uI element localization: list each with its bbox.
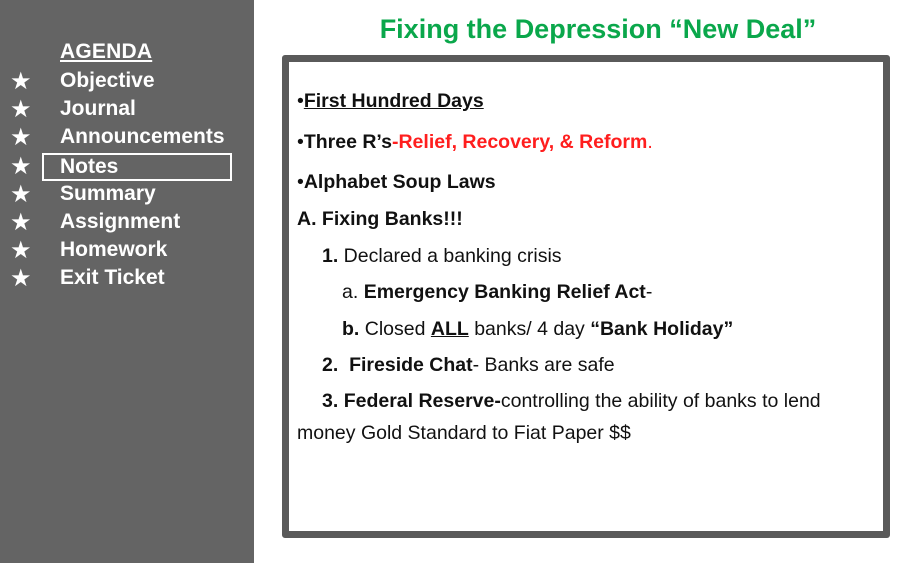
agenda-item-label: Homework [60,238,168,262]
agenda-item-exit-ticket[interactable] [0,264,254,292]
agenda-item-label: Objective [60,69,155,92]
agenda-heading: AGENDA [60,40,153,63]
bullet-icon: • [297,90,304,112]
star-icon: ★ [10,207,32,236]
star-icon: ★ [10,67,32,95]
notes-num: a. [342,281,359,303]
notes-line-fixing-banks: A. Fixing Banks!!! [297,208,463,230]
notes-end: . [647,131,653,153]
agenda-item-journal[interactable] [0,95,254,123]
star-icon: ★ [10,236,32,265]
agenda-item-label: Journal [60,97,136,121]
notes-text: - Banks are safe [472,354,615,376]
slide-title: Fixing the Depression “New Deal” [379,14,817,44]
notes-box [282,55,890,538]
notes-num: b. [342,318,360,340]
agenda-item-announcements[interactable] [0,123,254,151]
notes-line-gold-standard: money Gold Standard to Fiat Paper $$ [297,422,631,444]
notes-underlined: ALL [430,318,469,340]
star-icon: ★ [10,264,32,293]
notes-line-banking-crisis [322,245,562,268]
notes-line-alphabet-soup [297,171,496,194]
notes-text: Closed [359,318,431,340]
star-icon: ★ [10,123,32,152]
bullet-icon: • [297,171,304,193]
star-icon: ★ [10,95,32,124]
agenda-item-assignment[interactable] [0,208,254,236]
notes-line-fireside-chat [322,354,615,377]
notes-bold: Fireside Chat [338,354,473,376]
notes-text: Declared a banking crisis [338,245,562,267]
notes-line-bank-holiday [342,318,733,341]
notes-bold: “Bank Holiday” [590,318,734,340]
bullet-icon: • [297,131,304,153]
agenda-list [0,67,254,293]
agenda-item-label: Exit Ticket [60,266,165,290]
agenda-item-homework[interactable] [0,236,254,264]
star-icon: ★ [10,151,32,180]
agenda-item-label: Summary [60,181,156,205]
agenda-item-label: Notes [42,153,232,181]
notes-text: Three R’s [303,131,392,153]
notes-line-three-rs [297,131,653,154]
notes-line-emergency-act [342,281,652,304]
notes-red-text: Relief, Recovery, & Reform [398,131,648,153]
agenda-item-objective[interactable] [0,67,254,95]
agenda-item-summary[interactable] [0,180,254,208]
notes-num: 1. [322,245,339,267]
notes-text: Alphabet Soup Laws [303,171,496,193]
notes-num: 2. [322,354,339,376]
agenda-item-label: Assignment [60,209,181,233]
star-icon: ★ [10,179,32,208]
notes-bold: Federal Reserve- [343,390,501,412]
notes-text: First Hundred Days [303,90,484,112]
agenda-item-label: Announcements [60,125,225,149]
notes-line-federal-reserve [322,390,821,413]
notes-line-first-hundred-days [297,90,484,113]
notes-num: 3. [322,390,344,412]
notes-end: - [645,281,653,303]
notes-text: controlling the ability of banks to lend [500,390,821,412]
notes-bold: Emergency Banking Relief Act [363,281,646,303]
agenda-item-notes[interactable] [0,152,254,180]
notes-text: banks/ 4 day [468,318,591,340]
agenda-sidebar [0,0,254,563]
notes-dash: - [391,131,399,153]
